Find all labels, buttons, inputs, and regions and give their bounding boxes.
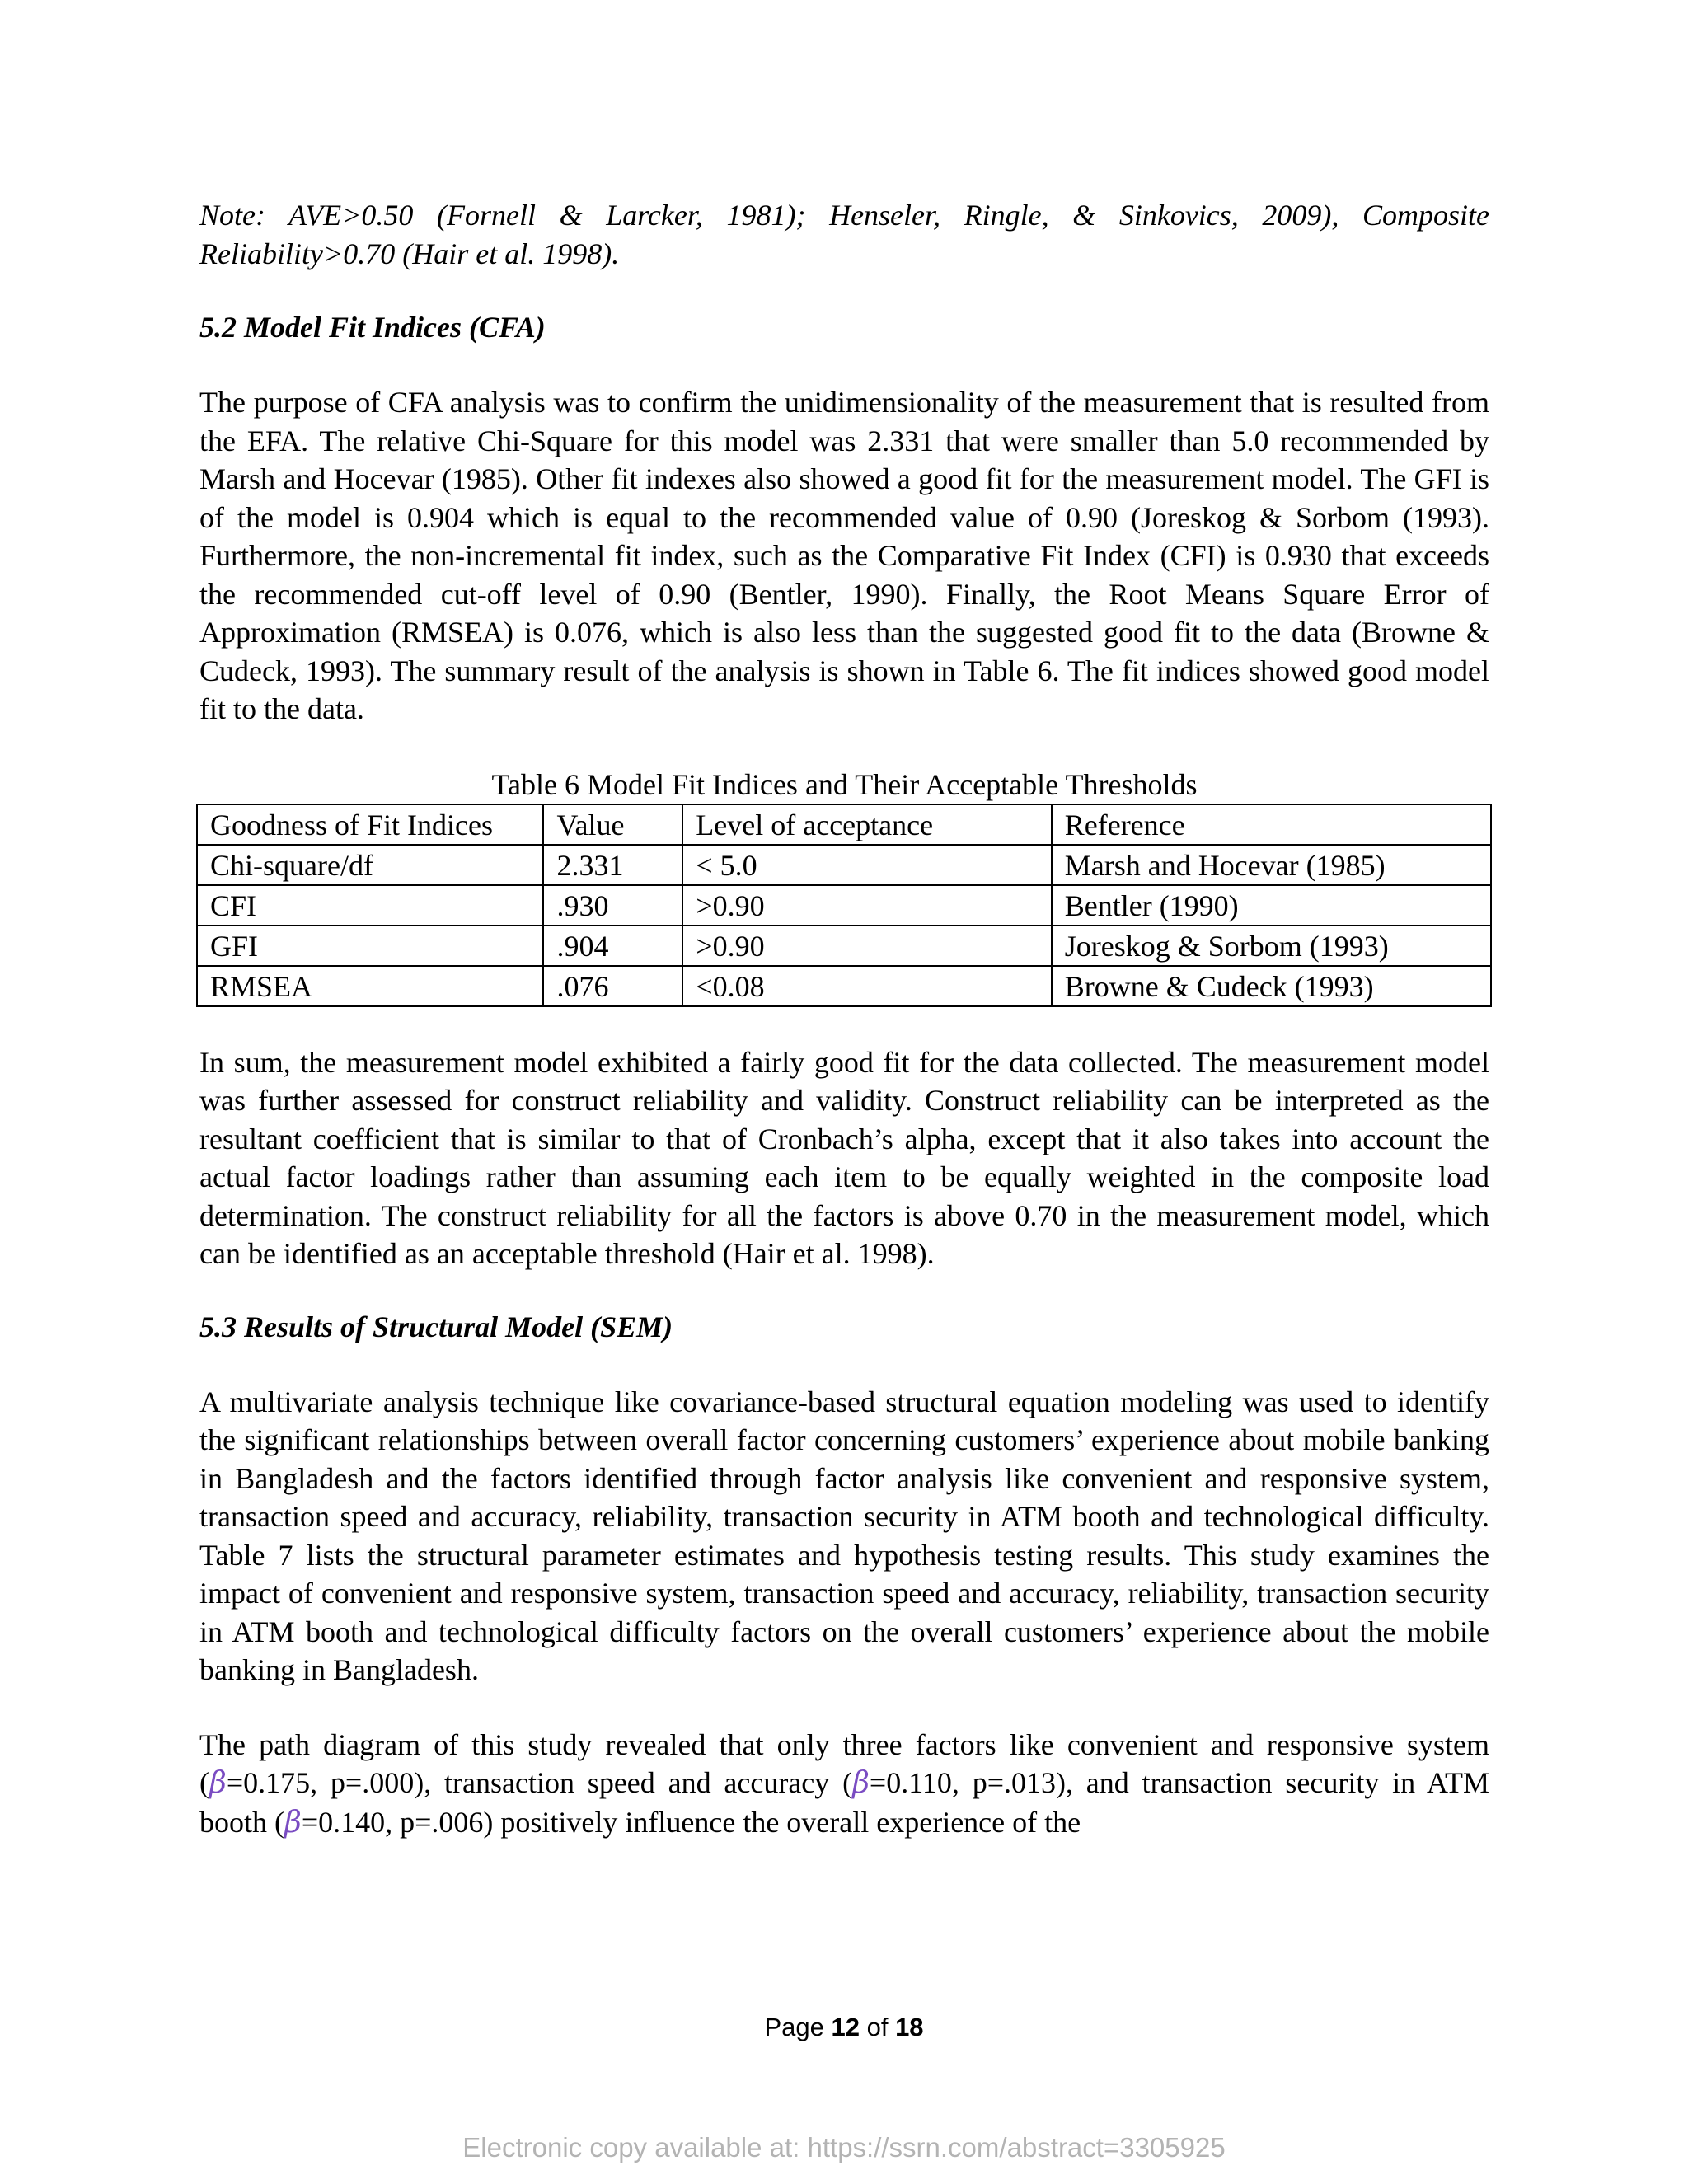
table-cell: < 5.0	[682, 845, 1051, 885]
table-row	[197, 845, 1491, 885]
paragraph-text: =0.110, p=.013), and transaction security in ATM booth (	[199, 1766, 1489, 1839]
table-header-cell: Reference	[1052, 804, 1491, 845]
table-row	[197, 885, 1491, 926]
page-word: Page	[764, 2013, 824, 2041]
table-header-row	[197, 804, 1491, 845]
beta-symbol: β	[284, 1805, 302, 1840]
table-cell: 2.331	[543, 845, 682, 885]
section-5-2-heading: 5.2 Model Fit Indices (CFA)	[199, 311, 546, 344]
section-5-3-heading: 5.3 Results of Structural Model (SEM)	[199, 1310, 673, 1343]
paragraph-text: =0.140, p=.006) positively influence the overall experience of the	[301, 1805, 1081, 1839]
section-5-3-paragraph-1: A multivariate analysis technique like covariance-based structural equation modeling was used to identify the significant relationships between overall factor concerning customers’ experience about mobile banking in Bangladesh and the factors identified through factor analysis like convenient and responsive system, transaction speed and accuracy, reliability, transaction security in ATM booth and technological difficulty. Table 7 lists the structural parameter estimates and hypothesis testing results. This study examines the impact of convenient and responsive system, transaction speed and accuracy, reliability, transaction security in ATM booth and technological difficulty factors on the overall customers’ experience about the mobile banking in Bangladesh.	[199, 1385, 1489, 1686]
table-6	[196, 804, 1492, 1007]
table-cell: GFI	[197, 926, 543, 966]
table-cell: .930	[543, 885, 682, 926]
section-5-2-paragraph: The purpose of CFA analysis was to confirm the unidimensionality of the measurement that is resulted from the EFA. The relative Chi-Square for this model was 2.331 that were smaller than 5.0 recommended by Marsh and Hocevar (1985). Other fit indexes also showed a good fit for the measurement model. The GFI is of the model is 0.904 which is equal to the recommended value of 0.90 (Joreskog & Sorbom (1993). Furthermore, the non-incremental fit index, such as the Comparative Fit Index (CFI) is 0.930 that exceeds the recommended cut-off level of 0.90 (Bentler, 1990). Finally, the Root Means Square Error of Approximation (RMSEA) is 0.076, which is also less than the suggested good fit to the data (Browne & Cudeck, 1993). The summary result of the analysis is shown in Table 6. The fit indices showed good model fit to the data.	[199, 386, 1489, 725]
table-header-cell: Value	[543, 804, 682, 845]
table-cell: >0.90	[682, 885, 1051, 926]
table-cell: Browne & Cudeck (1993)	[1052, 966, 1491, 1006]
table-cell: Joreskog & Sorbom (1993)	[1052, 926, 1491, 966]
table-cell: .904	[543, 926, 682, 966]
table-header-cell: Goodness of Fit Indices	[197, 804, 543, 845]
page-number: 12	[831, 2013, 860, 2041]
measurement-model-paragraph: In sum, the measurement model exhibited a fairly good fit for the data collected. The measurement model was further assessed for construct reliability and validity. Construct reliability can be interpreted as the resultant coefficient that is similar to that of Cronbach’s alpha, except that it also takes into account the actual factor loadings rather than assuming each item to be equally weighted in the composite load determination. The construct reliability for all the factors is above 0.70 in the measurement model, which can be identified as an acceptable threshold (Hair et al. 1998).	[199, 1045, 1489, 1270]
of-word: of	[866, 2013, 889, 2041]
table-cell: Bentler (1990)	[1052, 885, 1491, 926]
note-text: Note: AVE>0.50 (Fornell & Larcker, 1981); Henseler, Ringle, & Sinkovics, 2009), Composite Reliability>0.70 (Hair et al. 1998).	[199, 199, 1489, 270]
table-cell: RMSEA	[197, 966, 543, 1006]
paragraph-text: The path diagram of this study revealed that only three factors like convenient and responsive system (	[199, 1727, 1489, 1799]
table-cell: .076	[543, 966, 682, 1006]
table-cell: CFI	[197, 885, 543, 926]
beta-symbol: β	[209, 1766, 227, 1800]
table-cell: Marsh and Hocevar (1985)	[1052, 845, 1491, 885]
page-content	[199, 196, 1489, 1842]
paragraph-text: =0.175, p=.000), transaction speed and accuracy (	[226, 1766, 853, 1799]
section-5-3-paragraph-2	[199, 1726, 1489, 1843]
table-cell: Chi-square/df	[197, 845, 543, 885]
ssrn-notice: Electronic copy available at: https://ssrn.com/abstract=3305925	[462, 2132, 1226, 2163]
table-header-cell: Level of acceptance	[682, 804, 1051, 845]
table-row	[197, 966, 1491, 1006]
total-pages: 18	[895, 2013, 924, 2041]
table-cell: >0.90	[682, 926, 1051, 966]
table-row	[197, 926, 1491, 966]
table-6-caption: Table 6 Model Fit Indices and Their Acceptable Thresholds	[491, 767, 1198, 801]
page-footer	[0, 2013, 1688, 2042]
beta-symbol: β	[852, 1766, 870, 1800]
table-cell: <0.08	[682, 966, 1051, 1006]
